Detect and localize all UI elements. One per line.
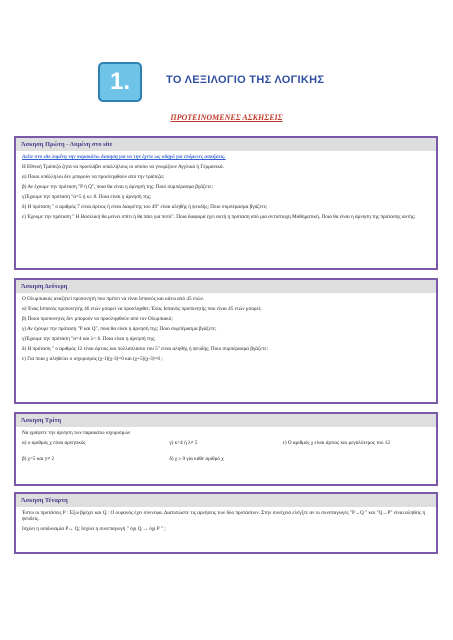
claim-item: δ) χ ≥ 0 για κάθε αριθμό χ	[169, 456, 224, 462]
exercise-1-title: Άσκηση Πρώτη - Λυμένη στο site	[16, 138, 436, 151]
section-subtitle: ΠΡΟΤΕΙΝΟΜΕΝΕΣ ΑΣΚΗΣΕΙΣ	[170, 113, 283, 122]
chapter-number-box	[98, 62, 142, 102]
claim-item: γ) κ>4 ή λ≠ 5	[169, 440, 198, 446]
exercise-4-body	[16, 507, 436, 540]
exercise-2-item: β) Ποιοι προπονητές δεν μπορούν να προσληφθούν από τον Ολυμπιακό;	[22, 316, 173, 322]
exercise-2-item: Ο Ολυμπιακός αναζητεί προπονητή που πρέπει να είναι Ισπανός και κάτω από 45 ετών.	[22, 296, 205, 302]
exercise-4-item: Ισχύει η ισοδυναμία P↔ Q; Ισχύει η συνεπαγωγή " όχι Q → όχι P " ;	[22, 526, 166, 532]
exercise-2-box	[14, 278, 438, 404]
exercise-3-body	[16, 427, 436, 466]
exercise-2-body	[16, 293, 436, 370]
exercise-1-item: α) Ποιοι υπάλληλοι δεν μπορούν να προσληφθούν από την τράπεζα;	[22, 174, 165, 180]
exercise-1-item: ε) Έχουμε την πρόταση " Η Βασιλική θα μείνει σπίτι ή θα πάει για ποτό". Ποια διαφορά έχει αυτή η πρόταση από μια αντίστοιχη Μαθηματική. Ποια θα είναι η άρνηση της πρότασης αυτής;	[22, 214, 416, 220]
exercise-2-item: δ) Η πρόταση " ο αριθμός 12 είναι άρτιος και πολλαπλάσιο του 5" είναι αληθής ή ψευδής; Ποιο συμπέρασμα βγάζετε;	[22, 346, 268, 352]
exercise-4-box	[14, 492, 438, 554]
exercise-1-item: δ) Η πρόταση " ο αριθμός 7 είναι άρτιος ή είναι διαιρέτης του 49" είναι αληθής ή ψευδής; Ποιο συμπέρασμα βγάζετε;	[22, 204, 268, 210]
chapter-title: ΤΟ ΛΕΞΙΛΟΓΙΟ ΤΗΣ ΛΟΓΙΚΗΣ	[166, 74, 325, 86]
exercise-3-prompt: Να γράψετε την άρνηση των παρακάτω ισχυρισμών	[22, 430, 131, 436]
exercise-3-claims	[22, 440, 430, 462]
exercise-3-title: Άσκηση Τρίτη	[16, 414, 436, 427]
exercise-1-body	[16, 151, 436, 228]
claim-item: α) ο αριθμός χ είναι αρνητικός	[22, 440, 86, 446]
exercise-1-item: β) Αν έχουμε την πρόταση "P ή Q", ποια θα είναι η άρνησή της; Ποιο συμπέρασμα βγάζετε;	[22, 184, 213, 190]
exercise-3-box	[14, 412, 438, 486]
exercise-1-intro-link[interactable]: Δείτε στο site λυμένη την παρακάτω άσκηση για να την έχετε ως οδηγό για επόμενες ασκήσεις.	[22, 154, 226, 160]
exercise-1-item: Η Εθνική Τράπεζα ζητά να προσλάβει υπαλλήλους οι οποίοι να γνωρίζουν Αγγλικά ή Γερμανικά.	[22, 164, 224, 170]
exercise-4-item: Έστω οι προτάσεις P : Έξω βρέχει και Q : Ο ουρανός έχει σύννεφα. Διατυπώστε τις αρνήσεις των δύο προτάσεων. Στην συνέχεια ελέγξτε αν οι συνεπαγωγές "P→Q " και "Q→P" είναι αληθείς ή ψευδείς.	[22, 510, 426, 522]
exercise-1-item: γ)Έχουμε την πρόταση "α=5 ή κ≥ 8. Ποια είναι η άρνησή της;	[22, 194, 152, 200]
claim-item: β) χ=5 και y≠ 2	[22, 456, 55, 462]
claim-item	[283, 456, 430, 462]
chapter-number: 1.	[109, 68, 130, 95]
exercise-2-item: α) Ένας Ισπανός προπονητής 46 ετών μπορεί να προσληφθεί; Ένας Ισπανός προπονητής που είναι 45 ετών μπορεί;	[22, 306, 262, 312]
exercise-2-item: γ) Αν έχουμε την πρόταση "P και Q", ποια θα είναι η άρνησή της; Ποιο συμπέρασμα βγάζετε;	[22, 326, 217, 332]
exercise-2-item: γ)Έχουμε την πρόταση "α=4 και λ< 6. Ποια είναι η άρνησή της;	[22, 336, 156, 342]
exercise-4-title: Άσκηση Τέταρτη	[16, 494, 436, 507]
exercise-2-item: ε) Για ποια χ αληθεύει ο ισχυρισμός (χ-1)(χ-3)=0 και (χ+5)(χ-3)=0 ;	[22, 356, 163, 362]
exercise-1-box	[14, 136, 438, 270]
claim-item: ε) Ο αριθμός χ είναι άρτιος και μεγαλύτερος του 12	[282, 440, 390, 446]
exercise-2-title: Άσκηση Δεύτερη	[16, 280, 436, 293]
